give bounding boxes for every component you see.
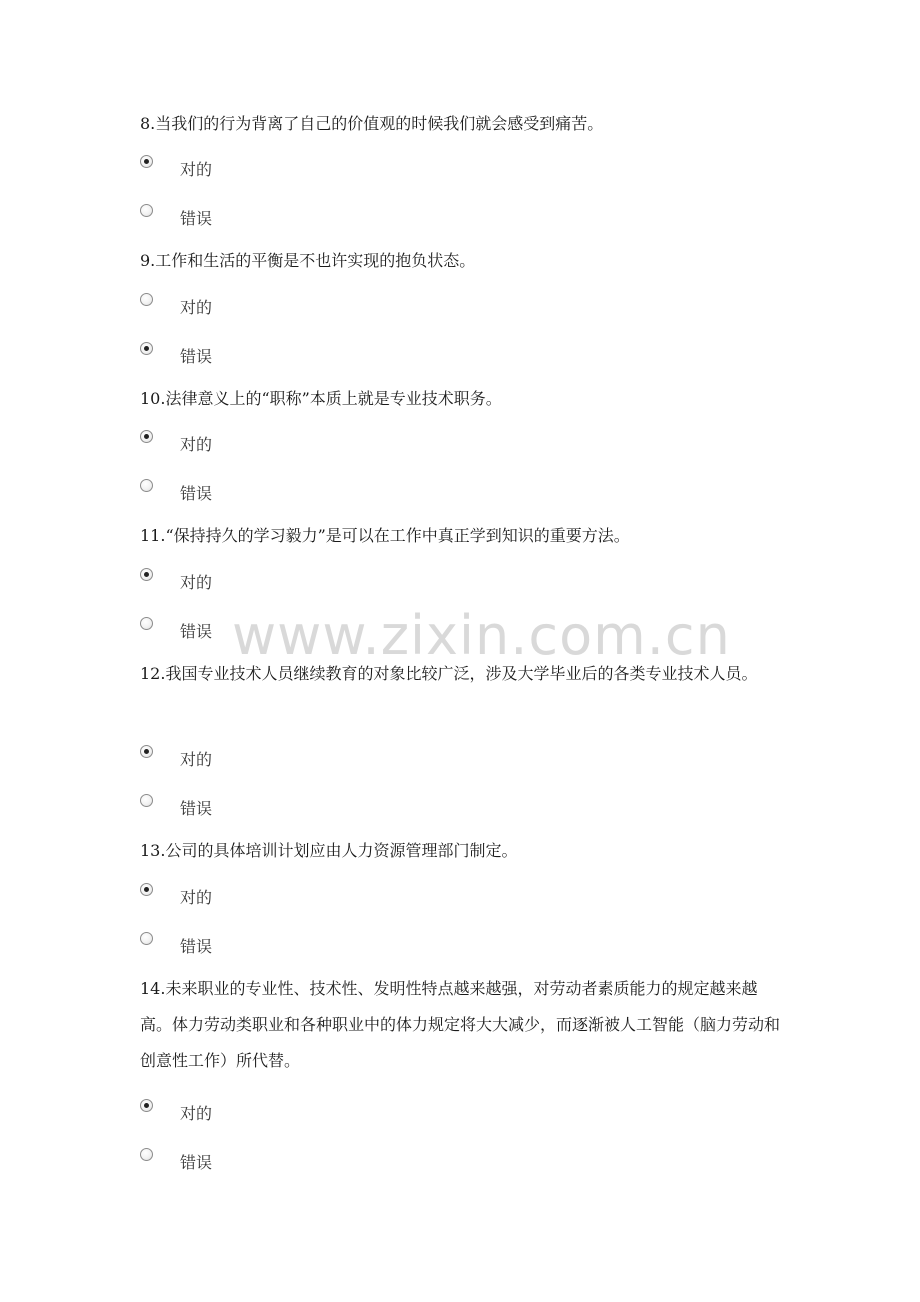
option-label: 错误 — [180, 799, 213, 818]
radio-selected-icon[interactable] — [140, 155, 153, 168]
option-label: 对的 — [180, 298, 213, 317]
question-11: 11.“保持持久的学习毅力”是可以在工作中真正学到知识的重要方法。 — [140, 526, 630, 545]
option-label: 对的 — [180, 573, 213, 592]
question-13: 13.公司的具体培训计划应由人力资源管理部门制定。 — [140, 841, 518, 860]
radio-unselected-icon[interactable] — [140, 617, 153, 630]
question-10: 10.法律意义上的“职称”本质上就是专业技术职务。 — [140, 389, 502, 408]
option-label: 对的 — [180, 1104, 213, 1123]
radio-unselected-icon[interactable] — [140, 293, 153, 306]
radio-selected-icon[interactable] — [140, 342, 153, 355]
question-14: 14.未来职业的专业性、技术性、发明性特点越来越强，对劳动者素质能力的规定越来越高。体力劳动类职业和各种职业中的体力规定将大大减少，而逐渐被人工智能（脑力劳动和创意性工作）所代替。 — [140, 979, 781, 1070]
option-label: 对的 — [180, 435, 213, 454]
option-label: 错误 — [180, 622, 213, 641]
radio-unselected-icon[interactable] — [140, 204, 153, 217]
radio-selected-icon[interactable] — [140, 1099, 153, 1112]
watermark: www.zixin.com.cn — [232, 604, 731, 667]
question-8: 8.当我们的行为背离了自己的价值观的时候我们就会感受到痛苦。 — [140, 114, 604, 133]
option-label: 错误 — [180, 484, 213, 503]
question-12: 12.我国专业技术人员继续教育的对象比较广泛，涉及大学毕业后的各类专业技术人员。 — [140, 664, 758, 683]
radio-unselected-icon[interactable] — [140, 479, 153, 492]
radio-unselected-icon[interactable] — [140, 932, 153, 945]
radio-unselected-icon[interactable] — [140, 1148, 153, 1161]
option-label: 对的 — [180, 888, 213, 907]
option-label: 错误 — [180, 209, 213, 228]
option-label: 错误 — [180, 347, 213, 366]
radio-selected-icon[interactable] — [140, 430, 153, 443]
radio-unselected-icon[interactable] — [140, 794, 153, 807]
option-label: 对的 — [180, 160, 213, 179]
radio-selected-icon[interactable] — [140, 883, 153, 896]
radio-selected-icon[interactable] — [140, 745, 153, 758]
option-label: 错误 — [180, 1153, 213, 1172]
radio-selected-icon[interactable] — [140, 568, 153, 581]
question-9: 9.工作和生活的平衡是不也许实现的抱负状态。 — [140, 251, 476, 270]
option-label: 对的 — [180, 750, 213, 769]
option-label: 错误 — [180, 937, 213, 956]
